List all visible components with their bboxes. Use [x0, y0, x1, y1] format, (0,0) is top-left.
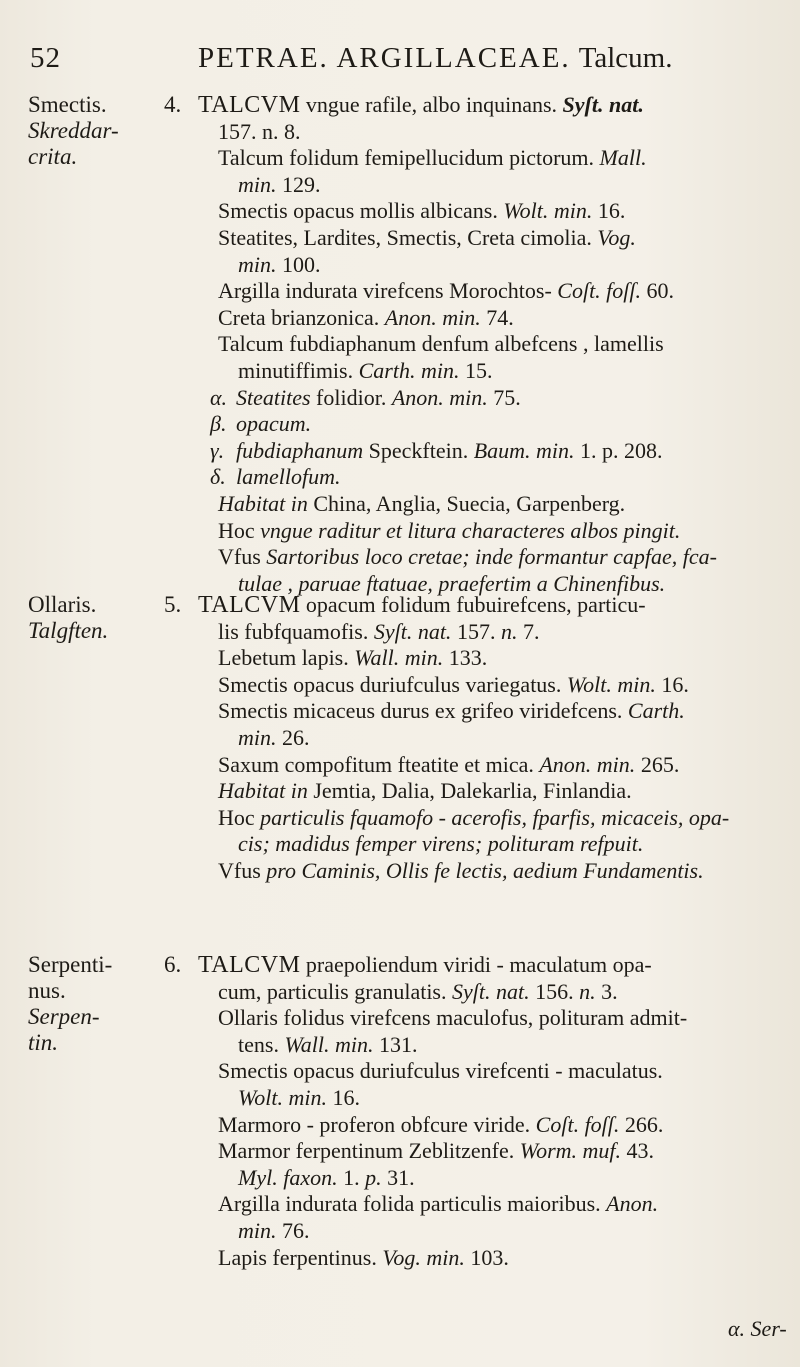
line-text: Smectis micaceus durus ex grifeo viridefcens.	[218, 698, 628, 724]
line-text: Argilla indurata virefcens Morochtos-	[218, 278, 558, 304]
reference: Wolt. min.	[566, 671, 656, 697]
line-text: 60.	[641, 278, 675, 304]
running-head-title: PETRAE. ARGILLACEAE.	[198, 42, 571, 74]
entry-line	[198, 698, 778, 725]
line-text: Lapis ferpentinus.	[218, 1244, 383, 1270]
line-text: 129.	[276, 171, 321, 197]
entry-line	[198, 979, 778, 1006]
entry-line	[198, 518, 778, 545]
margin-note	[28, 592, 168, 644]
entry-body	[198, 952, 778, 1271]
entry-line	[198, 858, 778, 885]
line-text: Marmoro - proferon obfcure viride.	[218, 1111, 536, 1137]
margin-line: Serpen-	[28, 1004, 100, 1029]
reference: Baum. min.	[473, 437, 575, 463]
diagnosis-text: opacum folidum fubuirefcens, particu-	[300, 592, 646, 617]
line-text: lis fubfquamofis.	[218, 618, 374, 644]
entry-line	[198, 305, 778, 332]
species-name: TALCVM	[198, 592, 301, 618]
line-text: 16.	[327, 1084, 361, 1110]
line-text: 3.	[595, 978, 618, 1004]
entry-line	[198, 645, 778, 672]
reference: min.	[238, 171, 277, 197]
line-text: Argilla indurata folida particulis maioribus.	[218, 1191, 607, 1217]
entry-line	[198, 1005, 778, 1032]
line-text: China, Anglia, Suecia, Garpenberg.	[307, 490, 626, 516]
margin-line: Ollaris.	[28, 592, 97, 617]
reference: Anon. min.	[391, 384, 488, 410]
line-text: Hoc	[218, 804, 261, 830]
entry-heading	[198, 92, 778, 119]
species-name: TALCVM	[198, 92, 301, 118]
entry-number: 6.	[164, 952, 182, 977]
line-text: Creta brianzonica.	[218, 304, 385, 330]
margin-line: Skreddar-	[28, 118, 119, 143]
line-text: Ollaris folidus virefcens maculofus, polituram admit-	[218, 1005, 688, 1031]
line-text: Vfus	[218, 544, 267, 570]
line-text: 103.	[464, 1244, 509, 1270]
reference: Worm. muf.	[519, 1138, 622, 1164]
reference: opacum.	[236, 411, 312, 437]
reference: Wall. min.	[354, 645, 444, 671]
line-text: 157.	[451, 618, 501, 644]
reference: tulae , paruae ftatuae, praefertim a Chinenfibus.	[238, 570, 666, 596]
reference: Sartoribus loco cretae; inde formantur capfae, fca-	[266, 544, 718, 570]
reference: Anon.	[606, 1191, 659, 1217]
entry-line	[198, 1112, 778, 1139]
entry-line	[198, 544, 778, 571]
entry-number: 5.	[164, 592, 182, 617]
margin-line: tin.	[28, 1030, 59, 1055]
line-text: 133.	[443, 645, 488, 671]
entry-line	[198, 172, 778, 199]
reference: Wall. min.	[284, 1031, 374, 1057]
reference: Carth.	[627, 698, 685, 724]
reference: Myl. faxon.	[238, 1164, 338, 1190]
page-header	[30, 42, 770, 82]
entry-line	[198, 225, 778, 252]
reference: Wolt. min.	[503, 198, 593, 224]
entry-line	[198, 1191, 778, 1218]
line-text: Talcum fubdiaphanum denfum albefcens , lamellis	[218, 331, 664, 357]
line-text: Vfus	[218, 857, 267, 883]
reference: fubdiaphanum	[236, 437, 364, 463]
reference: Carth. min.	[358, 357, 460, 383]
entry-line	[198, 331, 778, 358]
line-text: Hoc	[218, 517, 261, 543]
line-text: folidior.	[310, 384, 392, 410]
line-text: Saxum compofitum fteatite et mica.	[218, 751, 540, 777]
entry-line	[198, 438, 778, 465]
margin-line: crita.	[28, 144, 78, 169]
line-text: Marmor ferpentinum Zeblitzenfe.	[218, 1138, 520, 1164]
line-text: 76.	[276, 1217, 310, 1243]
margin-line: nus.	[28, 978, 66, 1003]
reference: Mall.	[599, 145, 647, 171]
reference: particulis fquamofo - acerofis, fparfis, micaceis, opa-	[260, 804, 730, 830]
entry-body	[198, 92, 778, 597]
line-text: Jemtia, Dalia, Dalekarlia, Finlandia.	[307, 778, 632, 804]
margin-note	[28, 92, 168, 170]
variety-letter: γ.	[210, 437, 225, 463]
variety-letter: α.	[210, 384, 228, 410]
line-text: 156.	[529, 978, 580, 1004]
line-text: cum, particulis granulatis.	[218, 978, 452, 1004]
line-text: 16.	[592, 198, 626, 224]
reference: vngue raditur et litura characteres albos pingit.	[260, 517, 681, 543]
entry-line	[198, 619, 778, 646]
reference: min.	[238, 251, 277, 277]
line-text: Smectis opacus mollis albicans.	[218, 198, 504, 224]
entry-line	[198, 1138, 778, 1165]
entry-line	[198, 278, 778, 305]
entry-line	[198, 385, 778, 412]
reference: min.	[238, 1217, 277, 1243]
reference: Anon. min.	[384, 304, 481, 330]
line-text: Steatites, Lardites, Smectis, Creta cimolia.	[218, 224, 598, 250]
variety-letter: β.	[210, 411, 227, 437]
reference: Syſt. nat.	[373, 618, 452, 644]
reference: Anon. min.	[539, 751, 636, 777]
reference: Steatites	[236, 384, 311, 410]
reference: Syſt. nat.	[562, 92, 644, 117]
catchword: α. Ser-	[728, 1316, 787, 1341]
diagnosis-text: praepoliendum viridi - maculatum opa-	[300, 952, 652, 977]
line-text: Smectis opacus duriufculus variegatus.	[218, 671, 567, 697]
reference: cis; madidus femper virens; polituram refpuit.	[238, 831, 644, 857]
line-text: 266.	[619, 1111, 664, 1137]
entry-line	[198, 145, 778, 172]
reference: n.	[500, 618, 518, 644]
variety-letter: δ.	[210, 464, 226, 490]
line-text: 31.	[381, 1164, 415, 1190]
margin-line: Smectis.	[28, 92, 107, 117]
entry-line	[198, 752, 778, 779]
entry-line	[198, 464, 778, 491]
entry-heading	[198, 592, 778, 619]
running-head	[198, 42, 672, 75]
line-text: 16.	[655, 671, 689, 697]
entry-line	[198, 1165, 778, 1192]
entry-body	[198, 592, 778, 885]
margin-note	[28, 952, 168, 1056]
reference: pro Caminis, Ollis fe lectis, aedium Fundamentis.	[266, 857, 704, 883]
entry-line	[198, 672, 778, 699]
reference: Vog.	[597, 224, 636, 250]
line-text: 1. p. 208.	[574, 437, 663, 463]
line-text: minutiffimis.	[238, 357, 359, 383]
entry-line	[198, 1245, 778, 1272]
reference: p.	[365, 1164, 382, 1190]
line-text: 265.	[635, 751, 680, 777]
line-text: 43.	[621, 1138, 655, 1164]
line-text: Lebetum lapis.	[218, 645, 355, 671]
entry-line	[198, 1032, 778, 1059]
entry-line	[198, 1085, 778, 1112]
line-text: 157. n. 8.	[218, 118, 301, 144]
entry-line	[198, 198, 778, 225]
entry-heading	[198, 952, 778, 979]
margin-line: Serpenti-	[28, 952, 113, 977]
reference: lamellofum.	[236, 464, 341, 490]
line-text: Talcum folidum femipellucidum pictorum.	[218, 145, 600, 171]
reference: Syſt. nat.	[452, 978, 530, 1004]
species-name: TALCVM	[198, 952, 301, 978]
reference: min.	[238, 724, 277, 750]
running-head-tail: Talcum.	[578, 42, 673, 74]
entry-line	[198, 411, 778, 438]
line-text: tens.	[238, 1031, 285, 1057]
entry-number: 4.	[164, 92, 182, 117]
line-text: 100.	[276, 251, 321, 277]
line-text: 74.	[480, 304, 514, 330]
reference: Vog. min.	[382, 1244, 465, 1270]
entry-line	[198, 119, 778, 146]
reference: Habitat in	[218, 490, 308, 516]
line-text: 131.	[373, 1031, 418, 1057]
margin-line: Talgften.	[28, 618, 109, 643]
entry-line	[198, 358, 778, 385]
entry-line	[198, 491, 778, 518]
entry-line	[198, 778, 778, 805]
line-text: 75.	[487, 384, 521, 410]
reference: Habitat in	[218, 778, 308, 804]
entry-line	[198, 831, 778, 858]
entry-line	[198, 805, 778, 832]
page-number: 52	[30, 42, 61, 74]
line-text: 7.	[517, 618, 540, 644]
line-text: 15.	[459, 357, 493, 383]
reference: n.	[579, 978, 596, 1004]
entry-line	[198, 252, 778, 279]
entry-line	[198, 725, 778, 752]
line-text: Speckftein.	[363, 437, 474, 463]
entry-line	[198, 1058, 778, 1085]
reference: Coſt. foſſ.	[557, 278, 642, 304]
diagnosis-text: vngue rafile, albo inquinans.	[300, 92, 563, 117]
reference: Coſt. foſſ.	[535, 1111, 620, 1137]
line-text: Smectis opacus duriufculus virefcenti - maculatus.	[218, 1058, 663, 1084]
entry-line	[198, 1218, 778, 1245]
line-text: 1.	[337, 1164, 366, 1190]
line-text: 26.	[276, 724, 310, 750]
reference: Wolt. min.	[238, 1084, 328, 1110]
